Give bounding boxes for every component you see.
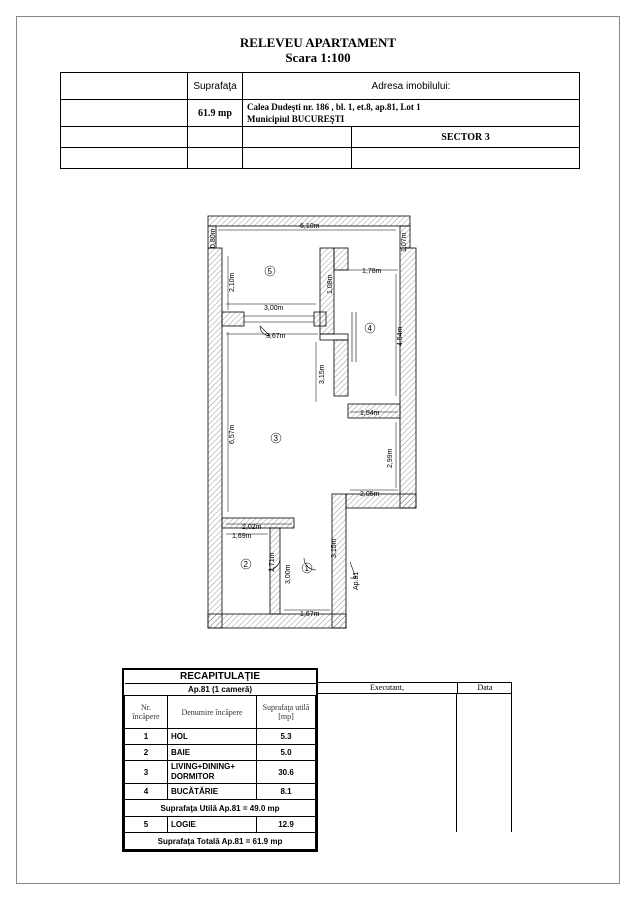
doc-scale: Scara 1:100	[285, 50, 351, 65]
dim-3-15b: 3,15m	[331, 538, 338, 558]
header-blank-cell	[243, 148, 352, 169]
row-name: LIVING+DINING+ DORMITOR	[168, 761, 257, 784]
executant-box	[316, 682, 512, 832]
sum-total: Suprafaţa Totală Ap.81 = 61.9 mp	[125, 833, 316, 850]
room-1-number: 1	[304, 564, 309, 573]
dim-2-99: 2,99m	[387, 448, 394, 468]
recap-table	[122, 668, 318, 852]
room-5-number: 5	[267, 267, 272, 276]
dim-3-00b: 3,00m	[285, 564, 292, 584]
logie-nr: 5	[125, 817, 168, 833]
apartment-entry-label: Ap.81	[353, 571, 360, 590]
row-nr: 2	[125, 745, 168, 761]
data-label: Data	[457, 683, 512, 693]
dim-1-08: 1,08m	[327, 274, 334, 294]
header-blank-cell	[188, 127, 243, 148]
logia-railing	[208, 216, 410, 248]
row-nr: 3	[125, 761, 168, 784]
suprafata-label: Suprafaţa	[188, 73, 243, 100]
table-row	[125, 729, 316, 745]
header-blank-cell	[352, 148, 580, 169]
suprafata-value: 61.9 mp	[188, 100, 243, 127]
header-blank-cell	[61, 73, 188, 100]
row-area: 5.0	[257, 745, 316, 761]
table-row	[125, 745, 316, 761]
address-line2: Municipiul BUCUREŞTI	[247, 114, 345, 124]
dimension-labels	[210, 223, 408, 618]
dim-3-67: 3,67m	[266, 333, 286, 340]
col-header-area: Suprafaţa utilă [mp]	[257, 696, 316, 729]
recap-subtitle: Ap.81 (1 cameră)	[125, 684, 316, 696]
dim-1-69: 1,69m	[232, 533, 252, 540]
room-2-number: 2	[243, 560, 248, 569]
header-blank-cell	[61, 100, 188, 127]
row-name: HOL	[168, 729, 257, 745]
floor-plan	[200, 212, 430, 637]
dim-6-10: 6,10m	[300, 223, 320, 230]
row-name: BAIE	[168, 745, 257, 761]
dim-3-00a: 3,00m	[264, 305, 284, 312]
table-row	[125, 761, 316, 784]
col-header-name: Denumire încăpere	[168, 696, 257, 729]
exterior-walls	[208, 248, 416, 628]
row-nr: 4	[125, 784, 168, 800]
dim-2-71: 2,71m	[269, 552, 276, 572]
row-nr: 1	[125, 729, 168, 745]
adresa-label: Adresa imobilului:	[243, 73, 580, 100]
logie-name: LOGIE	[168, 817, 257, 833]
logie-area: 12.9	[257, 817, 316, 833]
doc-title: RELEVEU APARTAMENT	[239, 35, 397, 50]
header-table	[60, 72, 580, 169]
row-area: 30.6	[257, 761, 316, 784]
header-blank-cell	[243, 127, 352, 148]
col-header-nr: Nr. încăpere	[125, 696, 168, 729]
address-line1: Calea Dudeşti nr. 186 , bl. 1, et.8, ap.81, Lot 1	[247, 102, 421, 112]
executant-header	[316, 682, 512, 694]
recap-title: RECAPITULAŢIE	[125, 670, 316, 684]
dim-6-57: 6,57m	[229, 424, 236, 444]
dim-1-07: 1,07m	[401, 232, 408, 252]
dim-2-05: 2,05m	[360, 491, 380, 498]
dim-4-54: 4,54m	[397, 326, 404, 346]
dim-2-02: 2,02m	[242, 524, 262, 531]
dim-2-10: 2,10m	[229, 272, 236, 292]
header-blank-cell	[61, 127, 188, 148]
dim-1-54: 1,54m	[360, 410, 380, 417]
header-blank-cell	[61, 148, 188, 169]
room-3-number: 3	[273, 434, 278, 443]
sector-cell: SECTOR 3	[352, 127, 580, 148]
address-cell	[243, 100, 580, 127]
row-area: 5.3	[257, 729, 316, 745]
table-row	[125, 817, 316, 833]
table-row	[125, 784, 316, 800]
dimension-lines	[218, 230, 398, 610]
sum-util: Suprafaţa Utilă Ap.81 = 49.0 mp	[125, 800, 316, 817]
executant-divider	[456, 694, 457, 832]
dim-1-78: 1,78m	[362, 268, 382, 275]
executant-right-border	[511, 694, 512, 832]
row-name: BUCĂTĂRIE	[168, 784, 257, 800]
dim-0-80: 0,80m	[210, 228, 217, 248]
header-blank-cell	[188, 148, 243, 169]
room-4-number: 4	[367, 324, 372, 333]
executant-label: Executant,	[370, 683, 404, 692]
dim-3-15a: 3,15m	[319, 364, 326, 384]
row-area: 8.1	[257, 784, 316, 800]
dim-1-67: 1,67m	[300, 611, 320, 618]
